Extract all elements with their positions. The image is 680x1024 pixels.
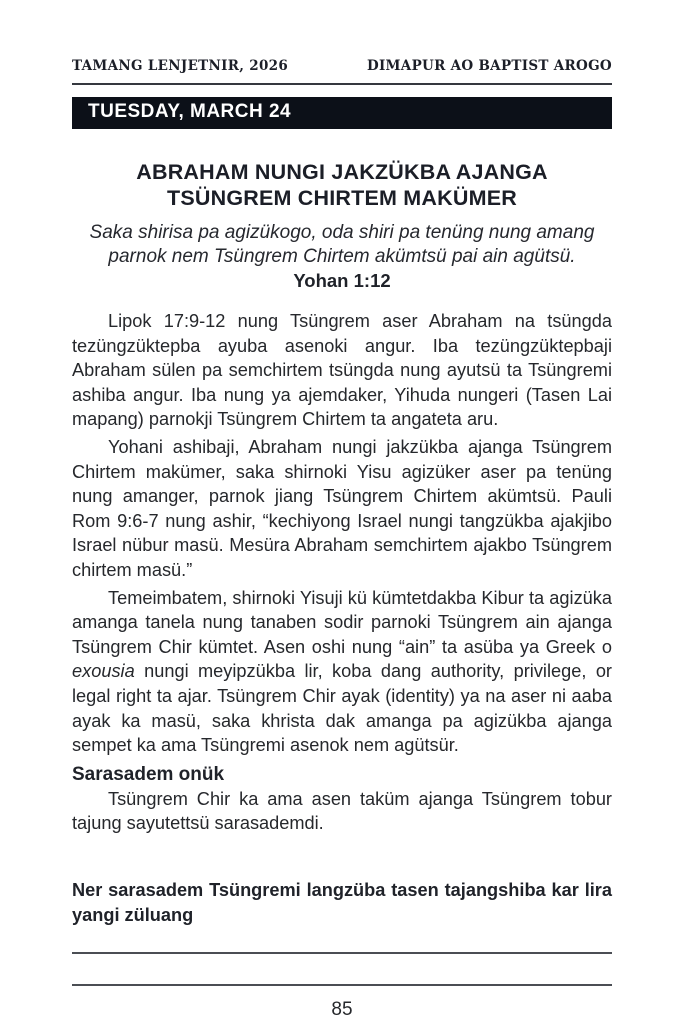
header-booklet-title: TAMANG LENJETNIR, 2026 xyxy=(72,58,289,74)
answer-line-1 xyxy=(72,952,612,954)
verse-reference: Yohan 1:12 xyxy=(293,270,391,291)
date-banner-label: TUESDAY, MARCH 24 xyxy=(88,101,292,122)
body-paragraph-3-post: nungi meyipzükba lir, koba dang authority, privilege, or legal right ta ajar. Tsüngrem Chir ayak (identity) ya na aser ni aaba ayak ka masü, saka khrista dak amanga pa agizükba ajanga sempet ka ama Tsüngremi asenok nem agütsür. xyxy=(72,661,612,756)
devotion-title-line2: TSÜNGREM CHIRTEM MAKÜMER xyxy=(167,186,517,210)
date-banner xyxy=(72,97,612,129)
body-paragraph-2: Yohani ashibaji, Abraham nungi jakzükba ajanga Tsüngrem Chirtem makümer, saka shirnoki Yisu agizüker aser pa tenüng nung amanger, parnok jiang Tsüngrem Chirtem akümtsü. Pauli Rom 9:6-7 nung ashir, “kechiyong Israel nungi tangzükba ajakjibo Israel nübur masü. Mesüra Abraham semchirtem ajakbo Tsüngrem chirtem masü.” xyxy=(72,436,612,580)
page-header xyxy=(72,58,612,85)
devotion-body xyxy=(72,309,612,758)
body-paragraph-3-pre: Temeimbatem, shirnoki Yisuji kü kümtetdakba Kibur ta agizüka amanga tanela nung tanaben sodir parnoki Tsüngrem ain ajanga Tsüngrem Chir kümtet. Asen oshi nung “ain” ta asüba ya Greek o xyxy=(72,587,612,657)
header-organization: DIMAPUR AO BAPTIST AROGO xyxy=(366,58,612,74)
greek-term: exousia xyxy=(72,661,135,682)
answer-line-2 xyxy=(72,984,612,986)
section-heading: Sarasadem onük xyxy=(72,763,225,785)
devotion-title-line1: ABRAHAM NUNGI JAKZÜKBA AJANGA xyxy=(136,160,548,184)
section-paragraph: Tsüngrem Chir ka ama asen taküm ajanga Tsüngrem tobur tajung sayutettsü sarasademdi. xyxy=(72,788,612,834)
body-paragraph-3 xyxy=(72,586,612,758)
verse-text: Saka shirisa pa agizükogo, oda shiri pa tenüng nung amang parnok nem Tsüngrem Chirtem akümtsü pai ain agütsü. xyxy=(89,222,595,267)
devotion-title xyxy=(72,159,612,211)
body-paragraph-1: Lipok 17:9-12 nung Tsüngrem aser Abraham na tsüngda tezüngzüktepba ayuba asenoki angur. Iba tezüngzüktepbaji Abraham sülen pa semchirtem tsüngda nung ayutsü ta Tsüngremi ashiba angur. Iba nung ya ajemdaker, Yihuda nungeri (Tasen Lai mapang) parnokji Tsüngrem Chirtem ta angateta aru. xyxy=(72,311,612,430)
page-number: 85 xyxy=(331,998,353,1020)
prayer-prompt: Ner sarasadem Tsüngremi langzüba tasen tajangshiba kar lira yangi züluang xyxy=(72,879,612,925)
